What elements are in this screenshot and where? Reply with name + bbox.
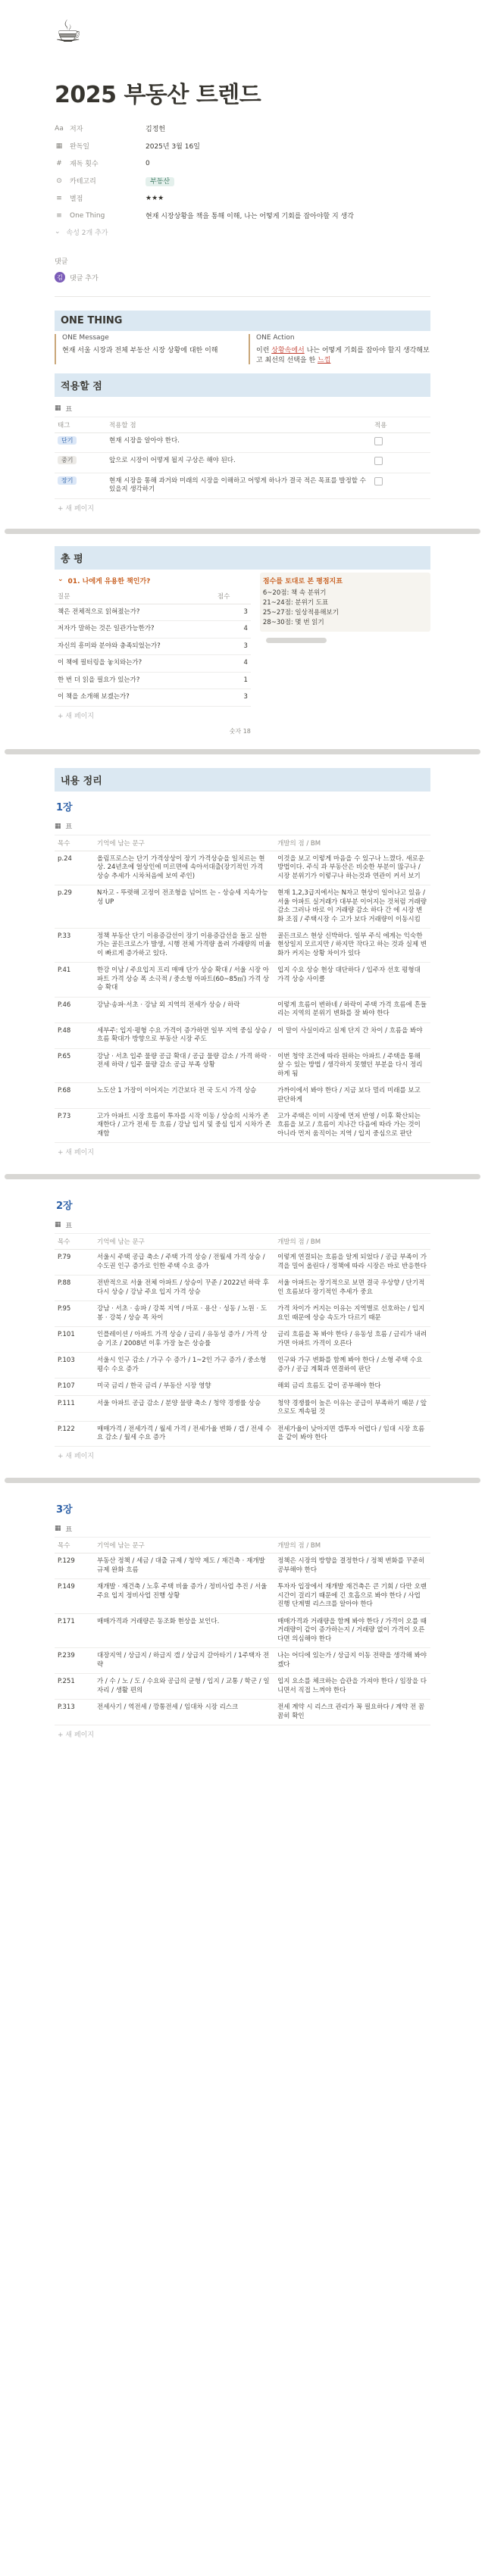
one-action-title: ONE Action: [256, 334, 295, 342]
thought-cell: 금리 흐름을 꼭 봐야 한다 / 유동성 흐름 / 금리가 내려가면 아파트 가격이 오른다: [274, 1327, 430, 1353]
one-action-text-1: 이런: [256, 347, 272, 354]
thought-cell: 골든크로스 현상 신박하다. 일부 주식 에게는 익숙한 현상일지 모르지만 / 하지만 작다고 하는 것과 실제 변화가 커지는 상황 차이가 있다: [274, 928, 430, 962]
property-key-label: 재독 횟수: [70, 161, 99, 168]
page-cell: P.65: [55, 1048, 94, 1082]
col-quote[interactable]: 기억에 남는 문구: [94, 1538, 274, 1553]
new-page-button[interactable]: + 새 페이지: [58, 1453, 95, 1461]
apply-table: [55, 417, 430, 499]
new-page-button[interactable]: + 새 페이지: [58, 1731, 95, 1739]
comments: [55, 256, 430, 283]
review-group-label: 01. 나에게 유용한 책인가?: [67, 577, 151, 585]
property-type-icon: ≡: [56, 211, 62, 220]
score-sum: 숫자 18: [229, 727, 251, 735]
apply-tag-cell: [55, 433, 106, 453]
property-key: [55, 176, 146, 186]
thought-cell: 해외 금리 흐름도 같이 공부해야 한다: [274, 1379, 430, 1395]
property-type-icon: ⊙: [56, 176, 62, 185]
score-scale-item: 6~20점: 책 속 분위기: [262, 589, 327, 597]
chapter-view-label: 표: [65, 823, 73, 832]
review-split: [55, 573, 430, 735]
chapter-section: [55, 1497, 430, 1743]
thought-cell: 정책은 시장의 방향을 결정한다 / 정책 변화를 꾸준히 공부해야 한다: [274, 1553, 430, 1579]
quote-cell: 고가 아파트 시장 흐름이 투자를 시작 이동 / 상승의 시차가 존재한다 / 고가 전세 등 흐름 / 강남 입지 및 중심 입지 시차가 존재함: [94, 1109, 274, 1143]
property-value-text: 현재 시장상황을 책을 통해 이해, 나는 어떻게 기회를 잡아야할 지 생각: [146, 213, 354, 220]
property-key: [55, 212, 146, 220]
apply-check-cell: [371, 473, 430, 498]
quote-cell: 강남·송파·서초 · 강남 외 지역의 전세가 상승 / 하락: [94, 997, 274, 1023]
property-value: [146, 176, 430, 186]
new-page-label: 새 페이지: [65, 1149, 95, 1157]
new-page-label: 새 페이지: [65, 1731, 95, 1739]
review-question-cell: 자신의 흥미와 분야와 충족되었는가?: [55, 638, 214, 654]
quote-cell: 재개발 · 재건축 / 노후 주택 비율 증가 / 정비사업 추진 / 서울 주요 입지 정비사업 진행 상황: [94, 1579, 274, 1613]
thought-cell: 전세가율이 낮아지면 갭투자 어렵다 / 임대 시장 흐름을 같이 봐야 한다: [274, 1421, 430, 1447]
col-page[interactable]: 목수: [55, 1234, 94, 1250]
chapter-title: 2장: [56, 1201, 73, 1213]
col-page[interactable]: 목수: [55, 1538, 94, 1553]
properties: [55, 120, 430, 224]
comment-placeholder: 댓글 추가: [70, 274, 99, 283]
property-key: [55, 193, 146, 203]
apply-view-tab[interactable]: [55, 400, 430, 417]
property-value-text: 김정헌: [146, 126, 166, 133]
checkbox[interactable]: [374, 477, 383, 486]
property-type-icon: #: [56, 159, 62, 167]
table-row[interactable]: [55, 851, 430, 885]
page-cell: P.46: [55, 997, 94, 1023]
checkbox[interactable]: [374, 457, 383, 465]
property-value: [146, 141, 430, 151]
chapter-view-tab[interactable]: [55, 818, 430, 835]
property-value: [146, 211, 430, 220]
tag-badge: 중기: [58, 456, 77, 464]
apply-view-label: 표: [65, 405, 73, 414]
review-score-cell: 4: [214, 655, 251, 672]
table-row[interactable]: [55, 453, 430, 473]
quote-cell: 가 / 수 / 노 / 도 / 수요와 공급의 균형 / 입지 / 교통 / 학군 / 일자리 / 생활 편의: [94, 1674, 274, 1700]
quote-cell: 정책 부동산 단기 이용증감선이 장기 이용증감선을 돌고 실한 가는 골든크로스가 발생, 시행 전체 가격량 올려 가래량의 비율이 빠르게 증가하고 있다.: [94, 928, 274, 962]
quote-cell: 서울시 주택 공급 축소 / 주택 가격 상승 / 전월세 가격 상승 / 수도권 인구 증가로 인한 주택 수요 증가: [94, 1250, 274, 1276]
quote-cell: 부동산 정책 / 세금 / 대출 규제 / 청약 제도 / 재건축 · 재개발 규제 완화 흐름: [94, 1553, 274, 1579]
table-row[interactable]: [55, 1395, 430, 1421]
table-icon: ▦: [55, 1221, 61, 1229]
quote-cell: 전반적으로 서울 전체 아파트 / 상승이 꾸준 / 2022년 하락 후 다시 상승 / 강남 주요 입지 가격 상승: [94, 1276, 274, 1301]
apply-text-cell: 현재 시장을 통해 과거와 미래의 시장을 이해하고 어떻게 하나가 결국 적은 목표를 발정할 수 있을지 생각하기: [106, 473, 371, 498]
review-col-question[interactable]: 질문: [55, 589, 214, 604]
quote-cell: 서울 아파트 공급 감소 / 분양 물량 축소 / 청약 경쟁률 상승: [94, 1395, 274, 1421]
chapter-view-label: 표: [65, 1525, 73, 1534]
thought-cell: 이렇게 흐름이 변하네 / 하락이 주택 가격 흐름에 흔들리는 지역의 분위기 변화를 잘 봐야 한다: [274, 997, 430, 1023]
chapter-view-tab[interactable]: [55, 1216, 430, 1234]
apply-tag-cell: [55, 453, 106, 473]
col-thought[interactable]: 개발의 점 / BM: [274, 1234, 430, 1250]
review-heading: 총 평: [55, 546, 430, 570]
thought-cell: 이렇게 연결되는 흐름을 알게 되었다 / 공급 부족이 가격을 밀어 올린다 / 정책에 따라 시장은 바로 반응한다: [274, 1250, 430, 1276]
apply-col-tag[interactable]: 태그: [55, 417, 106, 433]
horizontal-scrollbar[interactable]: [5, 529, 480, 534]
property-key-label: 저자: [70, 126, 83, 133]
thought-cell: 고가 주택은 이미 시장에 먼저 반영 / 이후 확산되는 흐름을 보고 / 흐름이 지나간 다음에 따라 가는 것이 아니라 먼저 움직이는 지역 / 입지 중심으로 판단: [274, 1109, 430, 1143]
review-table: [55, 589, 251, 707]
quote-cell: N자고 - 뚜렷해 고정이 전조형을 넘어뜨 는 - 상승세 지속가능성 UP: [94, 885, 274, 929]
new-page-button[interactable]: + 새 페이지: [58, 504, 95, 513]
chapter-title: 3장: [56, 1504, 73, 1516]
quote-cell: 미국 금리 / 한국 금리 / 부동산 시장 영향: [94, 1379, 274, 1395]
thought-cell: 이 말이 사실이라고 실제 단지 간 차이 / 흐름을 봐야: [274, 1023, 430, 1048]
one-action-text-2: 나는 어떻게 기회를 잡아야 할지 생각해보고 최선의 선택을 한: [256, 347, 430, 364]
quote-cell: 올림프로스는 단기 가격상상이 장기 가격상승을 일치르는 현상. 24년초에 얼상인에 미르면에 속아서대출(장기적인 가격 상승 추세가 시차처음에 보여 주인): [94, 851, 274, 885]
thought-cell: 현재 1,2,3급지에서는 N자고 현상이 일어나고 있음 / 서울 아파트 실거래가 대부분 이어지는 것처럼 거래량 감소 그러나 바로 이 거래량 감소 하다 간 에 시장 변화 조짐 / 주택시장 수 고가 보다 거래량이 이동시킴: [274, 885, 430, 929]
review-table-wrap: [55, 573, 251, 735]
page-cell: P.101: [55, 1327, 94, 1353]
quote-cell: 매매가격과 거래량은 동조화 현상을 보인다.: [94, 1613, 274, 1647]
table-row[interactable]: [55, 1379, 430, 1395]
one-thing-heading: ONE THING: [55, 311, 430, 331]
page-cell: P.95: [55, 1301, 94, 1327]
thought-cell: 가격 차이가 커지는 이유는 지역별로 선호하는 / 입지 요인 때문에 상승 속도가 다르기 때문: [274, 1301, 430, 1327]
page-cell: P.79: [55, 1250, 94, 1276]
property-key-label: One Thing: [70, 211, 105, 220]
chapter-table: [55, 1538, 430, 1725]
table-row[interactable]: [55, 433, 430, 453]
one-message-text: 현재 서울 시장과 전체 부동산 시장 상황에 대한 이해: [62, 347, 218, 354]
property-row[interactable]: [55, 172, 430, 189]
add-property-label: 속성 2개 추가: [66, 229, 108, 237]
chapter-view-tab[interactable]: [55, 1520, 430, 1538]
review-question-cell: 한 번 더 읽을 필요가 있는가?: [55, 672, 214, 688]
table-row[interactable]: [55, 1674, 430, 1700]
review-question-cell: 이 책을 소개해 보겠는가?: [55, 689, 214, 706]
table-row[interactable]: [55, 1250, 430, 1276]
table-row[interactable]: [55, 604, 251, 620]
apply-check-cell: [371, 453, 430, 473]
property-key: [55, 158, 146, 168]
quote-cell: 인플레이션 / 아파트 가격 상승 / 금리 / 유동성 증가 / 가격 상승 기조 / 2008년 이후 가장 높은 상승률: [94, 1327, 274, 1353]
review-col-score[interactable]: 점수: [214, 589, 251, 604]
property-row[interactable]: [55, 155, 430, 172]
new-page-button[interactable]: + 새 페이지: [58, 712, 95, 720]
horizontal-scrollbar[interactable]: [5, 1478, 480, 1483]
page-cell: P.103: [55, 1353, 94, 1379]
apply-col-text[interactable]: 적용할 점: [106, 417, 371, 433]
table-row[interactable]: [55, 1700, 430, 1725]
chevron-down-icon: ⌄: [58, 575, 64, 583]
divider: [55, 296, 430, 297]
quote-cell: 매매가격 / 전세가격 / 월세 가격 / 전세가율 변화 / 갭 / 전세 수요 감소 / 월세 수요 증가: [94, 1421, 274, 1447]
apply-text-cell: 앞으로 시장이 어떻게 될지 구상은 해야 된다.: [106, 453, 371, 473]
thought-cell: 입지 요소를 체크하는 습관을 가져야 한다 / 임장을 다니면서 직접 느껴야 한다: [274, 1674, 430, 1700]
score-scale-title: 점수를 토대로 본 평점지표: [262, 577, 343, 585]
property-type-icon: Aa: [55, 124, 64, 133]
property-key: [55, 123, 146, 133]
page-cell: P.48: [55, 1023, 94, 1048]
one-message: [55, 334, 236, 364]
chapter-table: [55, 835, 430, 1144]
property-row[interactable]: [55, 189, 430, 207]
score-scale-item: 28~30점: 몇 번 읽기: [262, 619, 324, 627]
table-row[interactable]: [55, 1648, 430, 1674]
table-row[interactable]: [55, 672, 251, 688]
horizontal-scrollbar[interactable]: [5, 749, 480, 754]
table-row[interactable]: [55, 1553, 430, 1579]
property-value-text: 2025년 3월 16일: [146, 143, 200, 151]
score-scale-item: 21~24점: 분위기 도표: [262, 599, 329, 607]
horizontal-scrollbar[interactable]: [266, 638, 327, 643]
property-row[interactable]: [55, 137, 430, 155]
quote-cell: 서울시 인구 감소 / 가구 수 증가 / 1~2인 가구 증가 / 중소형 평수 수요 증가: [94, 1353, 274, 1379]
table-row[interactable]: [55, 1109, 430, 1143]
table-row[interactable]: [55, 997, 430, 1023]
col-thought[interactable]: 개발의 점 / BM: [274, 835, 430, 851]
page-cell: P.88: [55, 1276, 94, 1301]
thought-cell: 입지 수요 상승 현상 대단하다 / 입주자 선호 평형대 가격 상승 사이클: [274, 963, 430, 997]
apply-check-cell: [371, 433, 430, 453]
property-key: [55, 141, 146, 151]
table-row[interactable]: [55, 1579, 430, 1613]
property-type-icon: ≡: [56, 194, 62, 202]
page-cell: P.41: [55, 963, 94, 997]
one-action: [249, 334, 430, 364]
property-key-label: 별점: [70, 195, 83, 203]
review-group-title[interactable]: [55, 573, 251, 589]
col-thought[interactable]: 개발의 점 / BM: [274, 1538, 430, 1553]
thought-cell: 서울 아파트는 장기적으로 보면 결국 우상향 / 단기적인 흐름보다 장기적인 추세가 중요: [274, 1276, 430, 1301]
score-scale-list: [263, 589, 427, 629]
property-key-label: 완독일: [70, 143, 90, 151]
review-question-cell: 책은 전체적으로 읽혀졌는가?: [55, 604, 214, 620]
property-value: [146, 195, 430, 202]
review-score-cell: 3: [214, 689, 251, 706]
apply-text-cell: 현재 시장을 알아야 한다.: [106, 433, 371, 453]
page-cell: P.239: [55, 1648, 94, 1674]
checkbox[interactable]: [374, 437, 383, 445]
quote-cell: 세부주: 입지·평형 수요 가격이 증가하면 일부 지역 중심 상승 / 흐름 확대가 방향으로 부동산 시장 주도: [94, 1023, 274, 1048]
horizontal-scrollbar[interactable]: [5, 1174, 480, 1179]
col-quote[interactable]: 기억에 남는 문구: [94, 835, 274, 851]
one-thing-grid: [55, 334, 430, 367]
quote-cell: 노도산 1 가장이 이어지는 기간보다 전 국 도시 가격 상승: [94, 1083, 274, 1109]
review-question-cell: 이 책에 필터링을 놓치와는가?: [55, 655, 214, 672]
avatar: 김: [55, 272, 65, 283]
property-value: [146, 160, 430, 167]
comment-input[interactable]: [55, 272, 430, 283]
comments-label: 댓글: [55, 258, 68, 266]
table-row[interactable]: [55, 1353, 430, 1379]
table-row[interactable]: [55, 1083, 430, 1109]
add-property-button[interactable]: [55, 224, 430, 239]
new-page-button[interactable]: + 새 페이지: [58, 1149, 95, 1157]
thought-cell: 전세 계약 시 리스크 관리가 꼭 필요하다 / 계약 전 꼼꼼히 확인: [274, 1700, 430, 1725]
table-icon: ▦: [55, 404, 61, 412]
chapter-section: [55, 795, 430, 1180]
thought-cell: 이것을 보고 이렇게 마음을 수 있구나 느꼈다. 새로운 방법이다. 주식 과 부동산은 비슷한 부분이 많구나 / 시장 분위기가 이렇구나 하는것과 연관이 커서 보기: [274, 851, 430, 885]
page-cell: P.68: [55, 1083, 94, 1109]
thought-cell: 인구와 가구 변화를 함께 봐야 한다 / 소형 주택 수요 증가 / 공급 계획과 연결하여 판단: [274, 1353, 430, 1379]
one-message-title: ONE Message: [62, 334, 109, 342]
page-cell: p.29: [55, 885, 94, 929]
table-row[interactable]: [55, 655, 251, 672]
quote-cell: 대장지역 / 상급지 / 하급지 갭 / 상급지 갈아타기 / 1주택자 전략: [94, 1648, 274, 1674]
score-scale-callout: [260, 573, 430, 735]
table-row[interactable]: [55, 928, 430, 962]
new-page-label: 새 페이지: [65, 1453, 95, 1461]
chapter-view-label: 표: [65, 1222, 73, 1230]
thought-cell: 매매가격과 거래량을 함께 봐야 한다 / 가격이 오를 때 거래량이 같이 증가하는지 / 거래량 없이 가격이 오른다면 의심해야 한다: [274, 1613, 430, 1647]
review-score-cell: 3: [214, 604, 251, 620]
property-type-icon: ▦: [55, 142, 63, 150]
table-row[interactable]: [55, 1048, 430, 1082]
one-action-mark-1: 상황속에서: [271, 347, 305, 354]
property-row[interactable]: [55, 207, 430, 224]
chevron-down-icon: ⌄: [55, 228, 61, 236]
quote-cell: 전세사기 / 역전세 / 깡통전세 / 임대차 시장 리스크: [94, 1700, 274, 1725]
page-cell: P.107: [55, 1379, 94, 1395]
table-row[interactable]: [55, 473, 430, 498]
tag-badge: 단기: [58, 436, 77, 445]
table-row[interactable]: [55, 621, 251, 638]
quote-cell: 한강 이남 / 주요입지 프리 매매 단가 상승 확대 / 서울 시장 아파트 가격 상승 폭 소극적 / 중소형 아파트(60~85㎡) 가격 상승 확대: [94, 963, 274, 997]
table-row[interactable]: [55, 1613, 430, 1647]
review-score-cell: 4: [214, 621, 251, 638]
property-key-label: 카테고리: [70, 178, 96, 186]
chapter-section: [55, 1193, 430, 1483]
page-cell: P.33: [55, 928, 94, 962]
apply-tag-cell: [55, 473, 106, 498]
tag-badge: 장기: [58, 476, 77, 485]
page-cell: P.122: [55, 1421, 94, 1447]
apply-col-check[interactable]: 적용: [371, 417, 430, 433]
table-icon: ▦: [55, 1525, 61, 1533]
page-cell: p.24: [55, 851, 94, 885]
property-value-text: 0: [146, 159, 150, 167]
page-cell: P.171: [55, 1613, 94, 1647]
new-page-label: 새 페이지: [65, 712, 95, 720]
chapter-table: [55, 1234, 430, 1447]
table-row[interactable]: [55, 1421, 430, 1447]
apply-heading: 적용할 점: [55, 373, 430, 397]
new-page-label: 새 페이지: [65, 504, 95, 513]
review-score-cell: 1: [214, 672, 251, 688]
table-row[interactable]: [55, 1327, 430, 1353]
col-page[interactable]: 목수: [55, 835, 94, 851]
page-cell: P.111: [55, 1395, 94, 1421]
review-score-cell: 3: [214, 638, 251, 654]
page-title: 2025 부동산 트렌드: [55, 82, 261, 108]
review-question-cell: 저자가 말하는 것은 일관가능한가?: [55, 621, 214, 638]
one-action-text: [256, 345, 430, 364]
content-heading: 내용 정리: [55, 768, 430, 792]
col-quote[interactable]: 기억에 남는 문구: [94, 1234, 274, 1250]
thought-cell: 가까이에서 봐야 한다 / 지금 보다 멀리 미래를 보고 판단하게: [274, 1083, 430, 1109]
chapters: [55, 795, 430, 1743]
property-value-text: 부동산: [146, 177, 174, 186]
property-row[interactable]: [55, 120, 430, 137]
score-scale-item: 25~27점: 일상적용해보기: [262, 609, 339, 617]
thought-cell: 투자자 입장에서 재개발 재건축은 큰 기회 / 다만 오랜 시간이 걸리기 때문에 긴 호흡으로 봐야 한다 / 사업 진행 단계별 리스크를 알아야 한다: [274, 1579, 430, 1613]
table-row[interactable]: [55, 963, 430, 997]
table-row[interactable]: [55, 1276, 430, 1301]
property-value: [146, 123, 430, 133]
page-cell: P.73: [55, 1109, 94, 1143]
table-row[interactable]: [55, 885, 430, 929]
table-icon: ▦: [55, 822, 61, 830]
page-cell: P.129: [55, 1553, 94, 1579]
table-row[interactable]: [55, 689, 251, 706]
table-row[interactable]: [55, 638, 251, 654]
page-cell: P.149: [55, 1579, 94, 1613]
thought-cell: 청약 경쟁률이 높은 이유는 공급이 부족하기 때문 / 앞으로도 계속될 것: [274, 1395, 430, 1421]
page-cell: P.313: [55, 1700, 94, 1725]
quote-cell: 강남 · 서초 · 송파 / 강북 지역 / 마포 · 용산 · 성동 / 노원 · 도봉 · 강북 / 상승 폭 차이: [94, 1301, 274, 1327]
thought-cell: 나는 어디에 있는가 / 상급지 이동 전략을 생각해 봐야겠다: [274, 1648, 430, 1674]
coffee-cup-icon: ☕: [55, 14, 82, 49]
property-value-text: ★★★: [146, 194, 164, 202]
table-row[interactable]: [55, 1301, 430, 1327]
page-cell: P.251: [55, 1674, 94, 1700]
table-row[interactable]: [55, 1023, 430, 1048]
thought-cell: 이번 청약 조건에 따라 원하는 아파트 / 주택을 통해 살 수 있는 방법 / 생각하지 못했던 부분을 다시 정리하게 됨: [274, 1048, 430, 1082]
quote-cell: 강남 · 서초 입주 물량 공급 확대 / 공급 물량 감소 / 가격 하락 · 전세 하락 / 입주 물량 감소 공급 부족 상황: [94, 1048, 274, 1082]
chapter-title: 1장: [56, 801, 73, 813]
one-action-mark-2: 느낌: [318, 357, 331, 364]
